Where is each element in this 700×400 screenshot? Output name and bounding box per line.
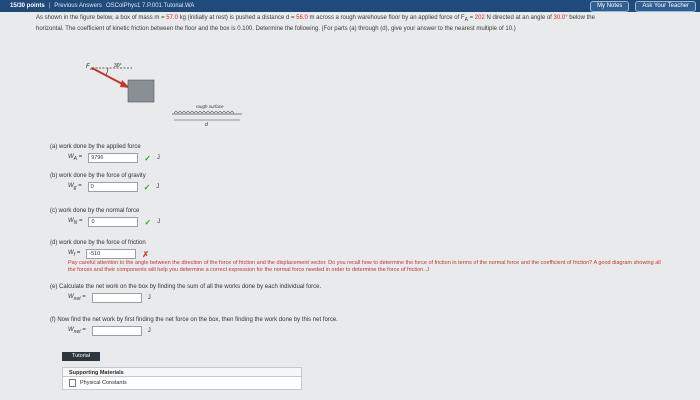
ask-teacher-button[interactable]: Ask Your Teacher — [635, 1, 696, 12]
answer-field-c[interactable]: 0 — [88, 217, 138, 227]
answer-field-b[interactable]: 0 — [88, 182, 138, 192]
my-notes-button[interactable]: My Notes — [590, 1, 629, 12]
part-b: (b) work done by the force of gravity $W_g$ = 0 ✓ J — [50, 173, 160, 192]
answer-field-e[interactable] — [92, 293, 142, 303]
force-subscript: A — [90, 66, 93, 71]
part-e: (e) Calculate the net work on the box by finding the sum of all the works done by each individual force. $W_{net}$ = J — [50, 284, 322, 303]
part-a: (a) work done by the applied force $W_A$ = 9796 ✓ J — [50, 144, 160, 163]
physical-constants-link[interactable]: Physical Constants — [62, 377, 302, 390]
answer-field-a[interactable]: 9796 — [88, 153, 138, 163]
points-label: 15/30 points — [10, 3, 45, 9]
box-push-diagram — [84, 58, 274, 128]
mass-value: 57.0 — [166, 15, 178, 21]
force-label: F — [86, 64, 90, 70]
rough-surface — [174, 111, 234, 113]
question-text: As shown in the figure below, a box of mass m = 57.0 kg (initially at rest) is pushed a distance d = 56.0 m across a rough warehouse floor by an applied force of $F_A = 202$ N directed at an angle of 30.0° below the horizontal. The coefficient of kinetic friction between the floor and the box is 0.100. Determine the following. (For parts (a) through (d), give your answer to the nearest multiple of 10.) — [36, 15, 595, 33]
correct-check-icon: ✓ — [144, 217, 152, 227]
feedback-text: Pay careful attention to the angle between the direction of the force of friction and the displacement vector. Do you recall how to determine the force of friction in terms of the normal force and the coefficient of friction? A good diagram showing all the forces and their components will help you determine a correct expression for the normal force needed in order to determine the force of friction. J — [68, 260, 661, 273]
tutorial-button[interactable]: Tutorial — [62, 352, 100, 361]
angle-arc — [106, 68, 108, 75]
distance-label: d — [205, 122, 208, 128]
course-code: OSColPhys1 7.P.001.Tutorial.WA — [105, 3, 195, 9]
document-icon — [69, 379, 76, 387]
force-value: 202 — [474, 15, 485, 21]
correct-check-icon: ✓ — [144, 153, 151, 163]
correct-check-icon: ✓ — [143, 182, 151, 192]
angle-value: 30.0° — [553, 15, 568, 21]
part-f: (f) Now find the net work by first finding the net force on the box, then finding the work done by this net force. $W_{net}$ = J — [50, 317, 338, 336]
angle-label: 30° — [114, 63, 122, 69]
surface-label: rough surface — [196, 104, 224, 109]
box — [128, 80, 154, 102]
previous-answers-link[interactable]: Previous Answers — [54, 3, 102, 9]
answer-field-f[interactable] — [92, 326, 142, 336]
question-header-bar: 15/30 points | Previous Answers OSColPhys1 7.P.001.Tutorial.WA My Notes Ask Your Teacher — [0, 0, 700, 12]
part-c: (c) work done by the normal force $W_N$ = 0 ✓ J — [50, 208, 161, 227]
incorrect-x-icon: ✗ — [142, 249, 149, 259]
answer-field-d[interactable]: -510 — [86, 249, 136, 259]
part-d: (d) work done by the force of friction $W_f$ = -510 ✗ Pay careful attention to the angle between the direction of the force of friction and the displacement vector. Do you recall how to determine the force of friction in terms of the normal force and the coefficient of friction? A good diagram showing all the forces and their components will help you determine a correct expression for the normal force needed in order to determine the force of friction. J — [50, 240, 668, 274]
distance-value: 56.0 — [296, 15, 308, 21]
supporting-materials-header: Supporting Materials — [62, 367, 302, 377]
